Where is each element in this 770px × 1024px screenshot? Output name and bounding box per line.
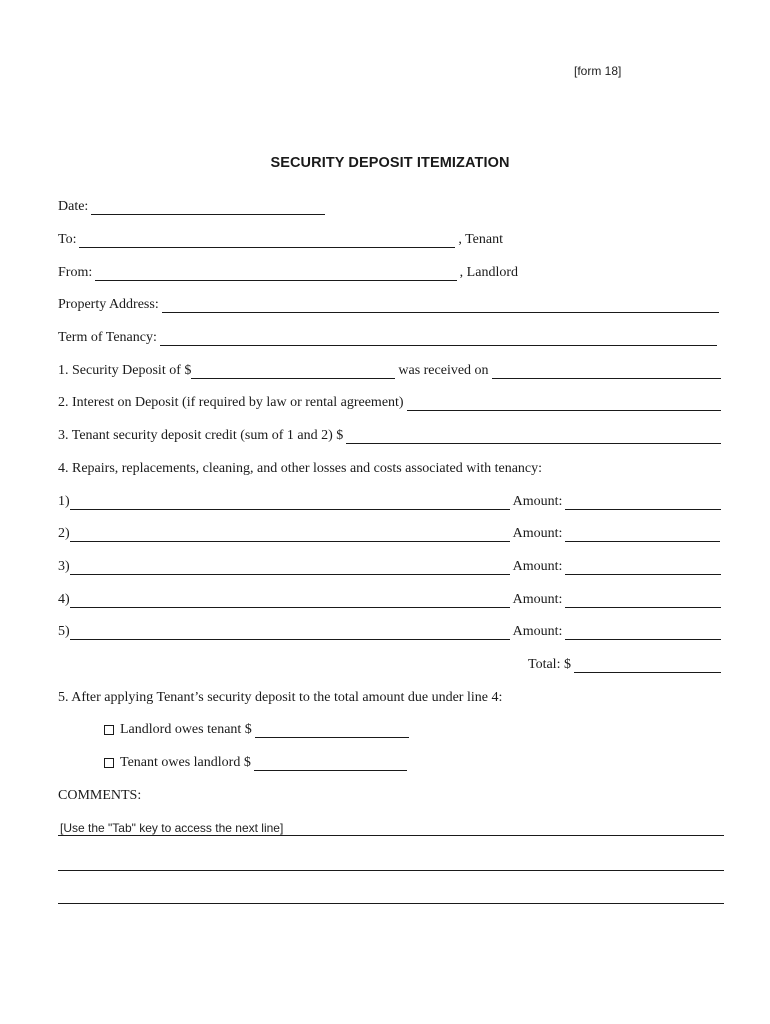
total-row (528, 653, 724, 673)
to-row (58, 228, 503, 248)
from-label: From: (58, 265, 93, 280)
comments-label-row (58, 784, 724, 804)
landlord-owes-row (104, 718, 412, 738)
repair-number: 4) (58, 592, 70, 607)
repair-number: 2) (58, 526, 70, 541)
landlord-owes-label: Landlord owes tenant $ (120, 722, 252, 737)
comments-field-1[interactable] (58, 822, 724, 836)
date-label: Date: (58, 199, 89, 214)
repair-description-field[interactable] (70, 626, 510, 640)
interest-row (58, 391, 724, 411)
tenant-owes-row (104, 751, 410, 771)
security-deposit-amount-field[interactable] (191, 365, 395, 379)
tenant-label: , Tenant (458, 232, 503, 247)
repair-number: 3) (58, 559, 70, 574)
landlord-owes-checkbox[interactable] (104, 725, 114, 735)
term-label: Term of Tenancy: (58, 330, 157, 345)
repair-row (58, 620, 724, 640)
repair-description-field[interactable] (70, 594, 510, 608)
repairs-heading-row (58, 457, 724, 477)
repair-number: 1) (58, 494, 70, 509)
amount-label: Amount: (512, 592, 563, 607)
comments-label: COMMENTS: (58, 788, 142, 803)
property-address-field[interactable] (162, 299, 719, 313)
comments-field-2[interactable] (58, 857, 724, 871)
comments-field-3[interactable] (58, 890, 724, 904)
repair-row (58, 588, 724, 608)
repair-amount-field[interactable] (565, 528, 720, 542)
repair-number: 5) (58, 624, 70, 639)
amount-label: Amount: (512, 624, 563, 639)
amount-label: Amount: (512, 559, 563, 574)
to-label: To: (58, 232, 77, 247)
landlord-label: , Landlord (459, 265, 518, 280)
repair-amount-field[interactable] (565, 496, 721, 510)
credit-field[interactable] (346, 430, 721, 444)
form-number: [form 18] (574, 64, 622, 78)
after-applying-label: 5. After applying Tenant’s security deposit to the total amount due under line 4: (58, 690, 503, 705)
total-amount-field[interactable] (574, 659, 721, 673)
total-label: Total: $ (528, 657, 571, 672)
comments-hint: [Use the "Tab" key to access the next line] (60, 821, 284, 835)
repair-row (58, 490, 724, 510)
received-on-label: was received on (398, 363, 489, 378)
credit-label: 3. Tenant security deposit credit (sum of 1 and 2) $ (58, 428, 344, 443)
comments-line-2 (58, 851, 724, 871)
tenant-owes-amount-field[interactable] (254, 757, 407, 771)
term-field[interactable] (160, 332, 717, 346)
property-address-row (58, 293, 722, 313)
tenant-name-field[interactable] (79, 234, 455, 248)
interest-label: 2. Interest on Deposit (if required by law or rental agreement) (58, 395, 404, 410)
security-deposit-label: 1. Security Deposit of $ (58, 363, 192, 378)
page-title: SECURITY DEPOSIT ITEMIZATION (270, 155, 510, 171)
amount-label: Amount: (512, 526, 563, 541)
tenant-owes-checkbox[interactable] (104, 758, 114, 768)
comments-line-3 (58, 884, 724, 904)
repair-description-field[interactable] (70, 528, 510, 542)
tenant-owes-label: Tenant owes landlord $ (120, 755, 251, 770)
date-field[interactable] (91, 201, 325, 215)
received-on-date-field[interactable] (492, 365, 721, 379)
repair-amount-field[interactable] (565, 626, 721, 640)
repair-row (58, 522, 723, 542)
date-row (58, 195, 328, 215)
security-deposit-row (58, 359, 724, 379)
repair-description-field[interactable] (70, 496, 510, 510)
repair-amount-field[interactable] (565, 561, 721, 575)
repair-amount-field[interactable] (565, 594, 721, 608)
repairs-heading: 4. Repairs, replacements, cleaning, and other losses and costs associated with tenancy: (58, 461, 543, 476)
amount-label: Amount: (512, 494, 563, 509)
credit-row (58, 424, 724, 444)
interest-field[interactable] (407, 397, 721, 411)
landlord-owes-amount-field[interactable] (255, 724, 409, 738)
repair-row (58, 555, 724, 575)
term-row (58, 326, 720, 346)
from-row (58, 261, 518, 281)
landlord-name-field[interactable] (95, 267, 456, 281)
property-address-label: Property Address: (58, 297, 159, 312)
after-applying-row (58, 686, 724, 706)
repair-description-field[interactable] (70, 561, 510, 575)
comments-line-1 (58, 816, 724, 836)
